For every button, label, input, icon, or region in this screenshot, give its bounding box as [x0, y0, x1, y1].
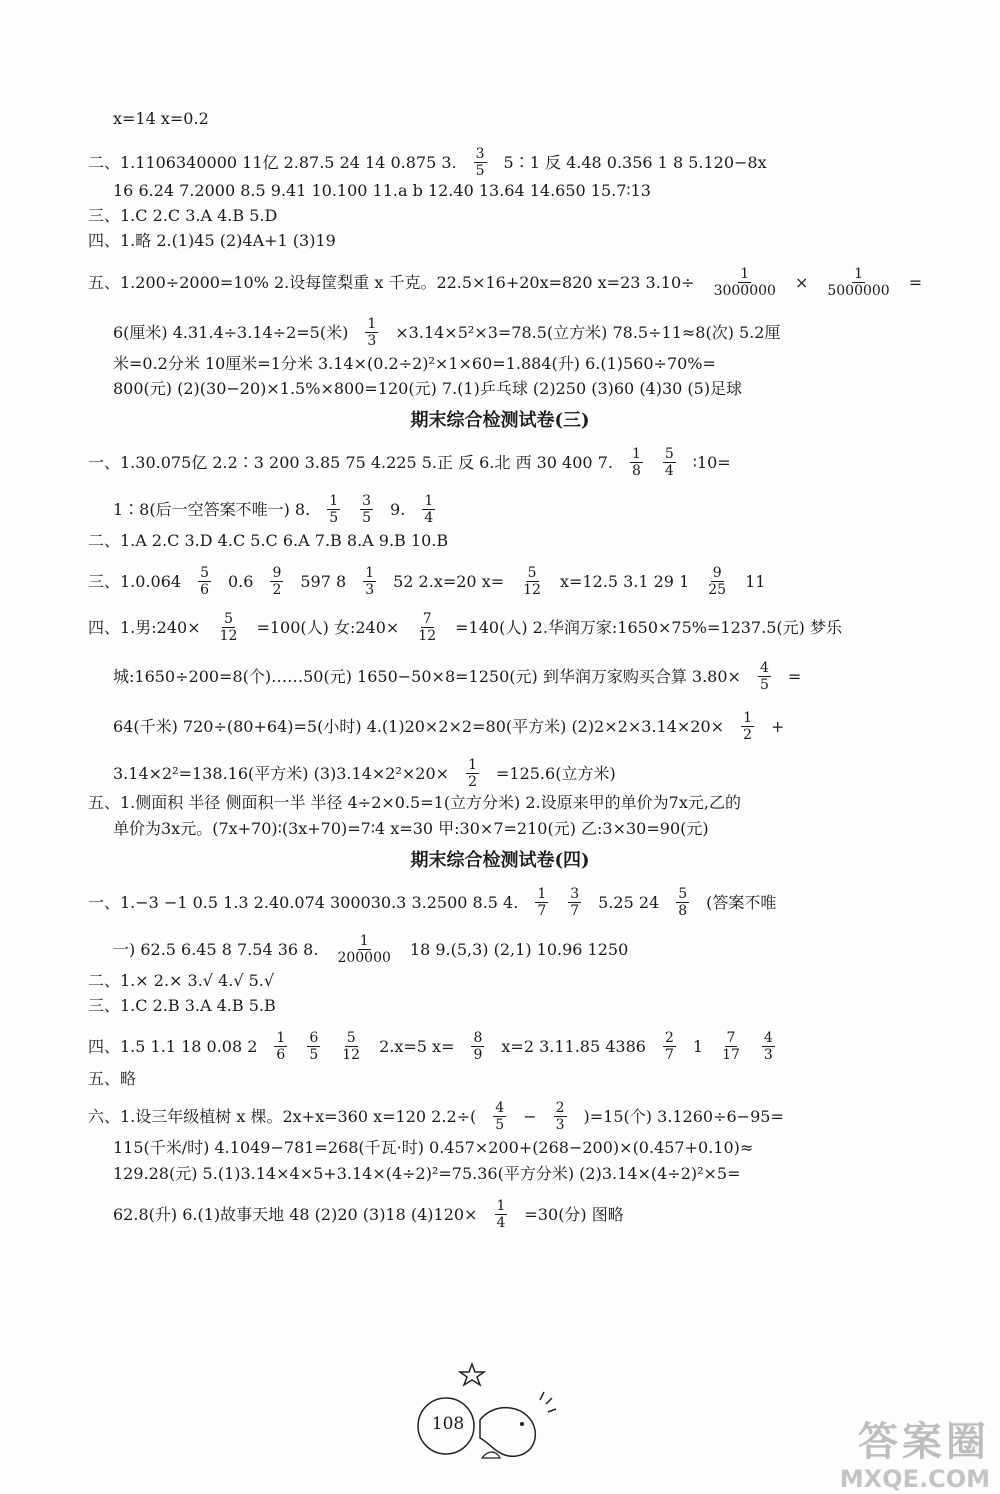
answer-line	[88, 205, 291, 226]
answer-text: 9.	[390, 499, 406, 519]
answer-line	[113, 378, 756, 399]
answer-line	[88, 565, 779, 598]
answer-line	[88, 1030, 792, 1063]
answer-text: 11	[745, 571, 766, 591]
answer-text: 16 6.24 7.2000 8.5 9.41 10.100 11.a b 12.40 13.64 14.650 15.7∶13	[113, 180, 651, 200]
answer-text: x=2 3.11.85 4386	[501, 1036, 646, 1056]
fraction: $\frac{1}{3000000}$	[713, 266, 776, 299]
section-title-4: 期末综合检测试卷(四)	[410, 850, 590, 871]
fraction: $\frac{7}{12}$	[418, 611, 437, 644]
fraction: $\frac{9}{2}$	[272, 565, 282, 598]
answer-line	[113, 353, 730, 374]
answer-text: 五、略	[88, 1068, 137, 1088]
page-number: 108	[431, 1414, 465, 1434]
answer-text: 一、1.30.075亿 2.2∶3 200 3.85 75 4.225 5.正 反 6.北 西 30 400 7.	[88, 452, 613, 472]
answer-text: 城:1650÷200=8(个)……50(元) 1650−50×8=1250(元) 到华润万家购买合算 3.80×	[113, 666, 741, 686]
fraction: $\frac{1}{4}$	[424, 493, 434, 526]
answer-text: ×	[794, 272, 809, 292]
answer-line	[88, 611, 856, 644]
answer-text: =100(人) 女:240×	[256, 617, 400, 637]
answer-text: 三、1.0.064	[88, 571, 182, 591]
fraction: $\frac{3}{7}$	[570, 886, 580, 919]
fraction: $\frac{1}{8}$	[631, 446, 641, 479]
answer-line	[113, 660, 815, 693]
answer-text: =125.6(立方米)	[495, 763, 616, 783]
answer-text: =	[787, 666, 802, 686]
watermark-cn: 答案圈	[858, 1419, 990, 1465]
answer-text: ×3.14×5²×3=78.5(立方米) 78.5÷11≈8(次) 5.2厘	[395, 322, 781, 342]
answer-text: 800(元) (2)(30−20)×1.5%×800=120(元) 7.(1)乒乓球 (2)250 (3)60 (4)30 (5)足球	[113, 378, 743, 398]
fraction: $\frac{6}{5}$	[309, 1030, 319, 1063]
fraction: $\frac{1}{5}$	[329, 493, 339, 526]
answer-text: 18 9.(5,3) (2,1) 10.96 1250	[409, 939, 629, 959]
answer-text: 一、1.−3 −1 0.5 1.3 2.40.074 300030.3 3.2500 8.5 4.	[88, 892, 519, 912]
answer-text: 0.6	[228, 571, 254, 591]
fraction: $\frac{3}{5}$	[362, 493, 372, 526]
fraction: $\frac{1}{2}$	[468, 757, 477, 790]
fraction: $\frac{1}{7}$	[537, 886, 547, 919]
fraction: $\frac{5}{8}$	[678, 886, 688, 919]
fraction: $\frac{3}{5}$	[475, 146, 485, 179]
answer-text: 四、1.略 2.(1)45 (2)4A+1 (3)19	[88, 230, 336, 250]
answer-line	[113, 1163, 755, 1184]
fraction: $\frac{9}{25}$	[708, 565, 727, 598]
fraction: $\frac{4}{5}$	[495, 1100, 505, 1133]
answer-text: 5∶1 反 4.48 0.356 1 8 5.120−8x	[503, 152, 767, 172]
answer-text: ∶10=	[692, 452, 731, 472]
answer-text: x=14 x=0.2	[113, 108, 209, 128]
answer-text: 64(千米) 720÷(80+64)=5(小时) 4.(1)20×2×2=80(平方米) (2)2×2×3.14×20×	[113, 716, 725, 736]
answer-text: 五、1.侧面积 半径 侧面积一半 半径 4÷2×0.5=1(立方分米) 2.设原来甲的单价为7x元,乙的	[88, 792, 741, 812]
answer-line	[113, 1198, 638, 1231]
answer-text: 四、1.5 1.1 18 0.08 2	[88, 1036, 258, 1056]
fraction: $\frac{8}{9}$	[473, 1030, 483, 1063]
answer-text: 6(厘米) 4.31.4÷3.14÷2=5(米)	[113, 322, 349, 342]
fraction: $\frac{1}{4}$	[496, 1198, 506, 1231]
fraction: $\frac{5}{12}$	[342, 1030, 361, 1063]
answer-text: 三、1.C 2.B 3.A 4.B 5.B	[88, 995, 276, 1015]
answer-line	[113, 933, 642, 966]
answer-line	[88, 1068, 150, 1089]
watermark-en: MXQE.COM	[839, 1465, 990, 1493]
fraction: $\frac{1}{200000}$	[337, 933, 391, 966]
answer-line	[88, 266, 936, 299]
fraction: $\frac{4}{3}$	[763, 1030, 773, 1063]
answer-line	[113, 818, 723, 839]
answer-text: 单价为3x元。(7x+70)∶(3x+70)=7∶4 x=30 甲:30×7=210(元) 乙:3×30=90(元)	[113, 818, 709, 838]
answer-line	[113, 180, 665, 201]
answer-line	[88, 886, 790, 919]
answer-line	[113, 316, 794, 349]
answer-text: 一) 62.5 6.45 8 7.54 36 8.	[113, 939, 319, 959]
answer-line	[88, 230, 350, 251]
answer-line	[88, 792, 755, 813]
answer-line	[113, 108, 223, 129]
answer-text: =30(分) 图略	[524, 1204, 624, 1224]
fraction: $\frac{7}{17}$	[722, 1030, 740, 1063]
answer-text: 三、1.C 2.C 3.A 4.B 5.D	[88, 205, 278, 225]
answer-text: −	[523, 1106, 537, 1126]
answer-text: 115(千米/时) 4.1049−781=268(千瓦·时) 0.457×200+(268−200)×(0.457+0.10)≈	[113, 1137, 754, 1157]
answer-text: 2.x=5 x=	[379, 1036, 455, 1056]
answer-text: 1	[692, 1036, 704, 1056]
fraction: $\frac{1}{6}$	[276, 1030, 286, 1063]
answer-text: 1∶8(后一空答案不唯一) 8.	[113, 499, 311, 519]
answer-line	[113, 757, 630, 790]
answer-text: 二、1.× 2.× 3.√ 4.√ 5.√	[88, 970, 275, 990]
answer-line	[113, 493, 452, 526]
fraction: $\frac{1}{3}$	[365, 565, 375, 598]
answer-text: 52 2.x=20 x=	[393, 571, 505, 591]
fraction: $\frac{5}{12}$	[523, 565, 541, 598]
answer-text: 5.25 24	[598, 892, 660, 912]
fraction: $\frac{5}{12}$	[219, 611, 238, 644]
answer-text: 二、1.1106340000 11亿 2.87.5 24 14 0.875 3.	[88, 152, 457, 172]
answer-text: 62.8(升) 6.(1)故事天地 48 (2)20 (3)18 (4)120×	[113, 1204, 478, 1224]
answer-text: 二、1.A 2.C 3.D 4.C 5.C 6.A 7.B 8.A 9.B 10.B	[88, 530, 449, 550]
answer-line	[88, 970, 288, 991]
answer-line	[88, 530, 462, 551]
answer-text: +	[771, 716, 785, 736]
answer-text: )=15(个) 3.1260÷6−95=	[583, 1106, 784, 1126]
fraction: $\frac{2}{7}$	[664, 1030, 674, 1063]
answer-line	[88, 146, 781, 179]
answer-line	[113, 710, 798, 743]
fraction: $\frac{2}{3}$	[555, 1100, 565, 1133]
answer-text: 597 8	[300, 571, 347, 591]
fraction: $\frac{1}{2}$	[743, 710, 752, 743]
section-title-3: 期末综合检测试卷(三)	[410, 410, 590, 431]
answer-text: 米=0.2分米 10厘米=1分米 3.14×(0.2÷2)²×1×60=1.884(升) 6.(1)560÷70%=	[113, 353, 716, 373]
answer-text: (答案不唯	[706, 892, 777, 912]
answer-line	[88, 995, 290, 1016]
fraction: $\frac{5}{6}$	[200, 565, 209, 598]
watermark	[800, 1410, 990, 1493]
answer-text: 四、1.男:240×	[88, 617, 201, 637]
answer-text: =140(人) 2.华润万家:1650×75%=1237.5(元) 梦乐	[455, 617, 842, 637]
fraction: $\frac{5}{4}$	[664, 446, 674, 479]
answer-text: 六、1.设三年级植树 x 棵。2x+x=360 x=120 2.2÷(	[88, 1106, 477, 1126]
fraction: $\frac{1}{3}$	[367, 316, 377, 349]
answer-line	[113, 1137, 767, 1158]
answer-text: 五、1.200÷2000=10% 2.设每筐梨重 x 千克。22.5×16+20x=820 x=23 3.10÷	[88, 272, 695, 292]
fraction: $\frac{1}{5000000}$	[827, 266, 890, 299]
answer-text: =	[908, 272, 923, 292]
answer-text: 129.28(元) 5.(1)3.14×4×5+3.14×(4÷2)²=75.36(平方分米) (2)3.14×(4÷2)²×5=	[113, 1163, 741, 1183]
answer-text: x=12.5 3.1 29 1	[559, 571, 690, 591]
answer-line	[88, 446, 745, 479]
fraction: $\frac{4}{5}$	[759, 660, 769, 693]
answer-line	[88, 1100, 798, 1133]
answer-text: 3.14×2²=138.16(平方米) (3)3.14×2²×20×	[113, 763, 450, 783]
